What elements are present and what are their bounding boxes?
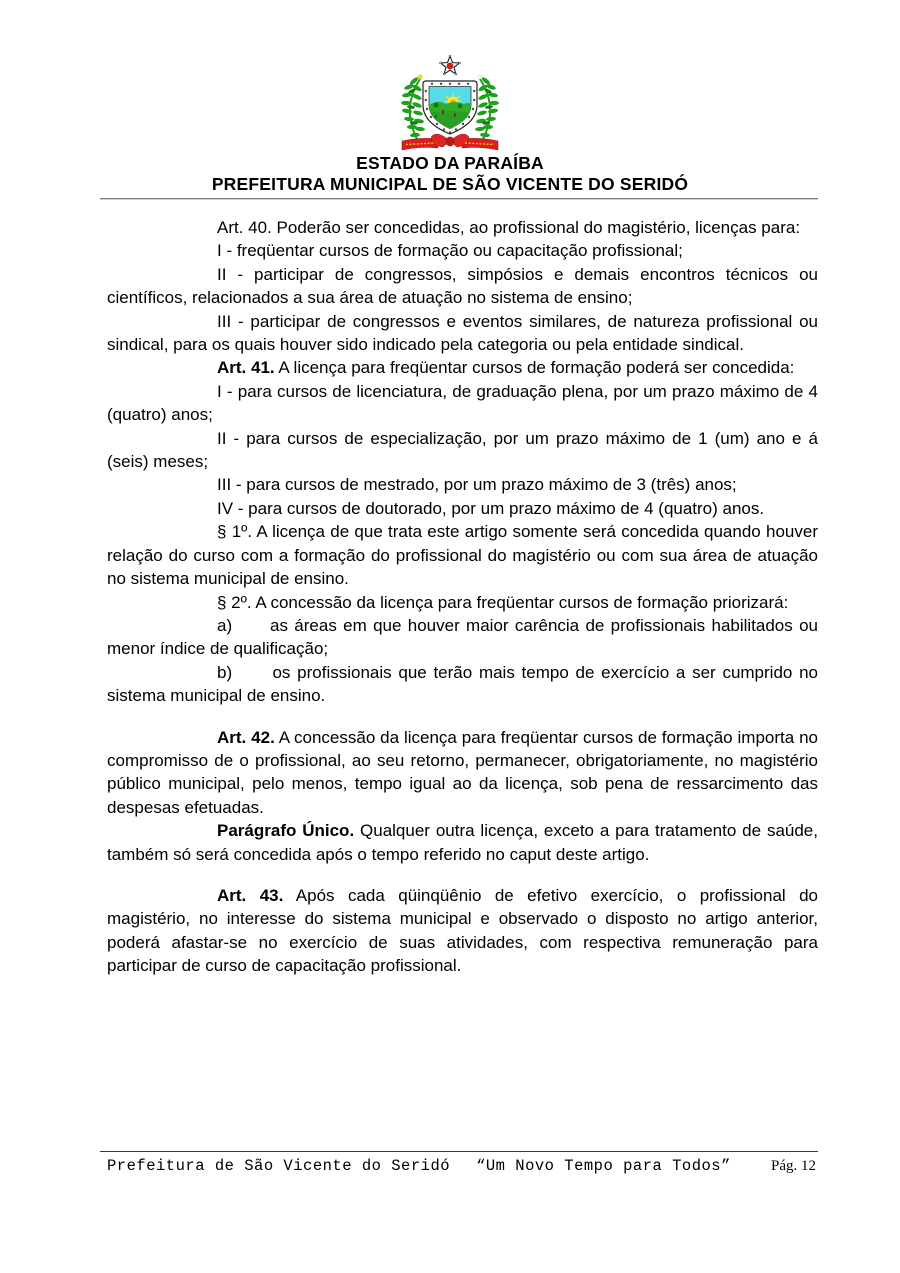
paragraph: I - para cursos de licenciatura, de graduação plena, por um prazo máximo de 4 (quatro) anos; [107, 381, 818, 425]
paragraph: IV - para cursos de doutorado, por um prazo máximo de 4 (quatro) anos. [217, 498, 765, 518]
paragraph: Art. 41. A licença para freqüentar cursos de formação poderá ser concedida: [217, 358, 795, 378]
footer-entity: Prefeitura de São Vicente do Seridó [107, 1157, 451, 1175]
header-state-title: ESTADO DA PARAÍBA [356, 153, 544, 173]
paragraph-lead: Parágrafo Único. [217, 821, 355, 841]
paraiba-coat-of-arms-icon [390, 55, 510, 151]
laurel-branch-right [475, 75, 499, 139]
page-number: Pág. 12 [771, 1158, 816, 1174]
paragraph: Art. 40. Poderão ser concedidas, ao profissional do magistério, licenças para: [217, 218, 801, 237]
paragraph: III - para cursos de mestrado, por um prazo máximo de 3 (três) anos; [217, 475, 737, 495]
paragraph: III - participar de congressos e eventos similares, de natureza profissional ou sindical, para os quais houver sido indicado pela categoria ou pela entidade sindical. [107, 311, 818, 355]
paragraph: Art. 43. Após cada qüinqüênio de efetivo exercício, o profissional do magistério, no interesse do sistema municipal e observado o disposto no artigo anterior, poderá afastar-se no exercício de suas atividades, com respectiva remuneração para participar de curso de capacitação profissional. [107, 885, 818, 976]
document-header [0, 0, 900, 195]
header-municipality-title: PREFEITURA MUNICIPAL DE SÃO VICENTE DO SERIDÓ [211, 174, 689, 194]
paragraph: II - participar de congressos, simpósios e demais encontros técnicos ou científicos, relacionados a sua área de atuação no sistema de ensino; [107, 264, 818, 308]
paragraph: II - para cursos de especialização, por um prazo máximo de 1 (um) ano e á (seis) meses; [107, 428, 818, 472]
paragraph-lead: Art. 41. [217, 358, 275, 378]
page-footer [107, 1157, 816, 1175]
footer-motto: “Um Novo Tempo para Todos” [476, 1157, 731, 1175]
shield [423, 81, 477, 134]
laurel-branch-left [401, 75, 425, 139]
header-divider [100, 198, 818, 200]
paragraph: § 1º. A licença de que trata este artigo somente será concedida quando houver relação do curso com a formação do profissional do magistério ou com sua área de atuação no sistema municipal de ensino. [107, 522, 818, 589]
paragraph: § 2º. A concessão da licença para freqüentar cursos de formação priorizará: [217, 592, 789, 612]
paragraph: I - freqüentar cursos de formação ou capacitação profissional; [217, 241, 683, 261]
paragraph: b) os profissionais que terão mais tempo de exercício a ser cumprido no sistema municipal de ensino. [107, 662, 818, 706]
paragraph-lead: Art. 42. [217, 727, 275, 747]
paragraph: Parágrafo Único. Qualquer outra licença, exceto a para tratamento de saúde, também só será concedida após o tempo referido no caput deste artigo. [107, 821, 818, 864]
paragraph: Art. 42. A concessão da licença para freqüentar cursos de formação importa no compromisso de o profissional, ao seu retorno, permanecer, obrigatoriamente, no magistério público municipal, pelo menos, tempo igual ao da licença, sob pena de ressarcimento das despesas efetuadas. [107, 727, 818, 817]
paragraph-lead: Art. 43. [217, 885, 284, 905]
paragraph: a) as áreas em que houver maior carência de profissionais habilitados ou menor índice de qualificação; [107, 615, 818, 659]
footer-divider [100, 1151, 818, 1152]
document-body [107, 216, 818, 978]
